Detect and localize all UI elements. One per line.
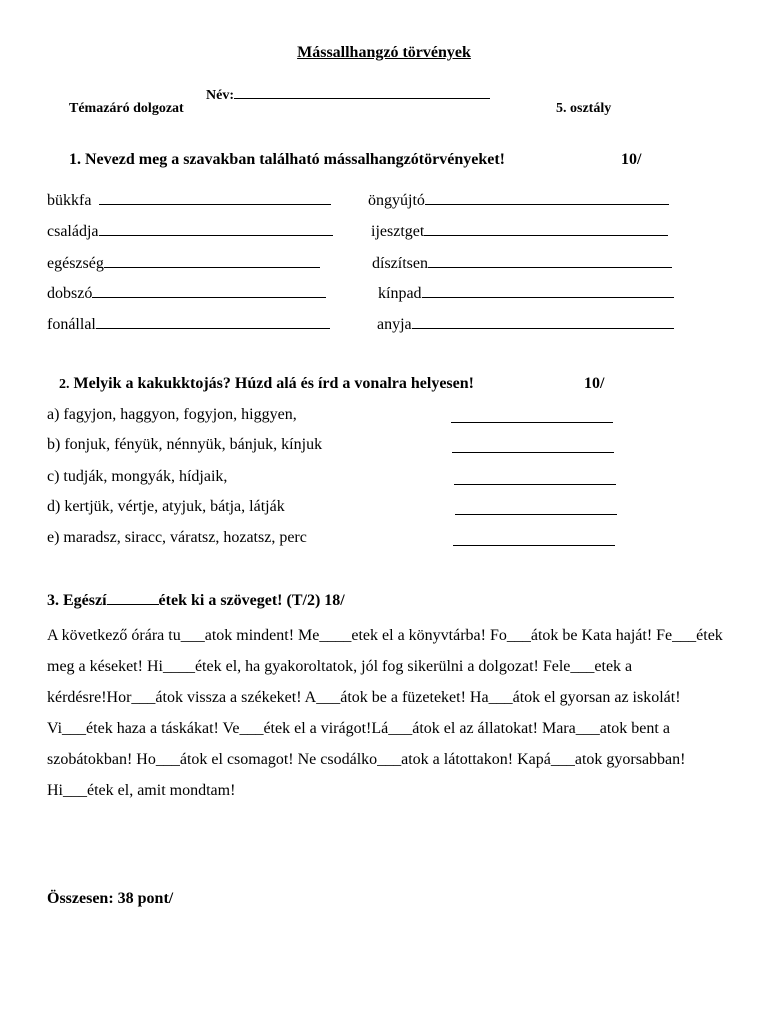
task3-heading-end: étek ki a szöveget! (T/2) 18/ bbox=[158, 592, 345, 609]
task1-word: kínpad bbox=[378, 285, 422, 302]
task1-left-row bbox=[47, 283, 326, 303]
answer-blank[interactable] bbox=[99, 190, 331, 205]
task1-word: egészség bbox=[47, 255, 104, 272]
task1-word: ijesztget bbox=[371, 223, 425, 240]
task2-item: d) kertjük, vértje, atyjuk, bátja, látják bbox=[47, 498, 285, 515]
task1-word: fonállal bbox=[47, 316, 96, 333]
answer-blank[interactable] bbox=[412, 314, 674, 329]
total-points: Összesen: 38 pont/ bbox=[47, 890, 174, 907]
task1-left-row bbox=[47, 253, 320, 273]
task1-right-row bbox=[378, 283, 674, 303]
task2-points: 10/ bbox=[584, 375, 605, 392]
task2-heading-text: Melyik a kakukktojás? Húzd alá és írd a vonalra helyesen! bbox=[73, 375, 474, 392]
answer-blank[interactable] bbox=[428, 253, 672, 268]
task2-item: c) tudják, mongyák, hídjaik, bbox=[47, 468, 228, 485]
task1-word: családja bbox=[47, 223, 99, 240]
task1-heading: 1. Nevezd meg a szavakban található mássalhangzótörvényeket! bbox=[69, 151, 505, 168]
task1-word: bükkfa bbox=[47, 192, 92, 209]
answer-blank[interactable] bbox=[454, 470, 616, 485]
test-label: Témazáró dolgozat bbox=[69, 101, 184, 116]
task1-word: anyja bbox=[377, 316, 412, 333]
heading-blank bbox=[107, 591, 159, 605]
name-label: Név: bbox=[206, 88, 234, 103]
task3-heading-start: 3. Egészí bbox=[47, 592, 107, 609]
answer-blank[interactable] bbox=[452, 438, 614, 453]
task1-right-row bbox=[372, 253, 672, 273]
task1-word: dobszó bbox=[47, 285, 93, 302]
task2-number: 2. bbox=[59, 377, 70, 392]
class-label: 5. osztály bbox=[556, 101, 612, 116]
name-field bbox=[206, 84, 490, 104]
task1-left-row bbox=[47, 314, 330, 334]
task3-text: A következő órára tu___atok mindent! Me____etek el a könyvtárba! Fo___átok be Kata haját! Fe___étek meg a késeket! Hi____étek el, ha gyakoroltatok, jól fog sikerülni a dolgozat! Fele___etek a kérdésre!Hor___átok vissza a székeket! A___átok be a füzeteket! Ha___átok el gyorsan az iskolát! Vi___étek haza a táskákat! Ve___étek el a virágot!Lá___átok el az állatokat! Mara___atok bent a szobátokban! Ho___átok el csomagot! Ne csodálko___atok a látottakon! Kapá___atok gyorsabban! Hi___étek el, amit mondtam! bbox=[47, 627, 723, 799]
answer-blank[interactable] bbox=[455, 500, 617, 515]
task3-heading bbox=[47, 591, 345, 610]
task2-heading bbox=[59, 375, 474, 393]
task1-right-row bbox=[371, 221, 668, 241]
answer-blank[interactable] bbox=[92, 283, 326, 298]
task1-left-row bbox=[47, 190, 331, 210]
task1-left-row bbox=[47, 221, 333, 241]
answer-blank[interactable] bbox=[104, 253, 320, 268]
task2-item: e) maradsz, siracc, váratsz, hozatsz, perc bbox=[47, 529, 307, 546]
task1-word: díszítsen bbox=[372, 255, 428, 272]
answer-blank[interactable] bbox=[424, 221, 668, 236]
answer-blank[interactable] bbox=[99, 221, 333, 236]
answer-blank[interactable] bbox=[96, 314, 330, 329]
task1-right-row bbox=[368, 190, 669, 210]
name-blank-line[interactable] bbox=[234, 84, 490, 99]
answer-blank[interactable] bbox=[453, 531, 615, 546]
task1-word: öngyújtó bbox=[368, 192, 425, 209]
task1-right-row bbox=[377, 314, 674, 334]
task2-item: a) fagyjon, haggyon, fogyjon, higgyen, bbox=[47, 406, 297, 423]
answer-blank[interactable] bbox=[425, 190, 669, 205]
page-title: Mássallhangzó törvények bbox=[297, 44, 471, 61]
task2-item: b) fonjuk, fényük, nénnyük, bánjuk, kínjuk bbox=[47, 436, 323, 453]
answer-blank[interactable] bbox=[451, 408, 613, 423]
task1-points: 10/ bbox=[621, 151, 642, 168]
answer-blank[interactable] bbox=[422, 283, 674, 298]
